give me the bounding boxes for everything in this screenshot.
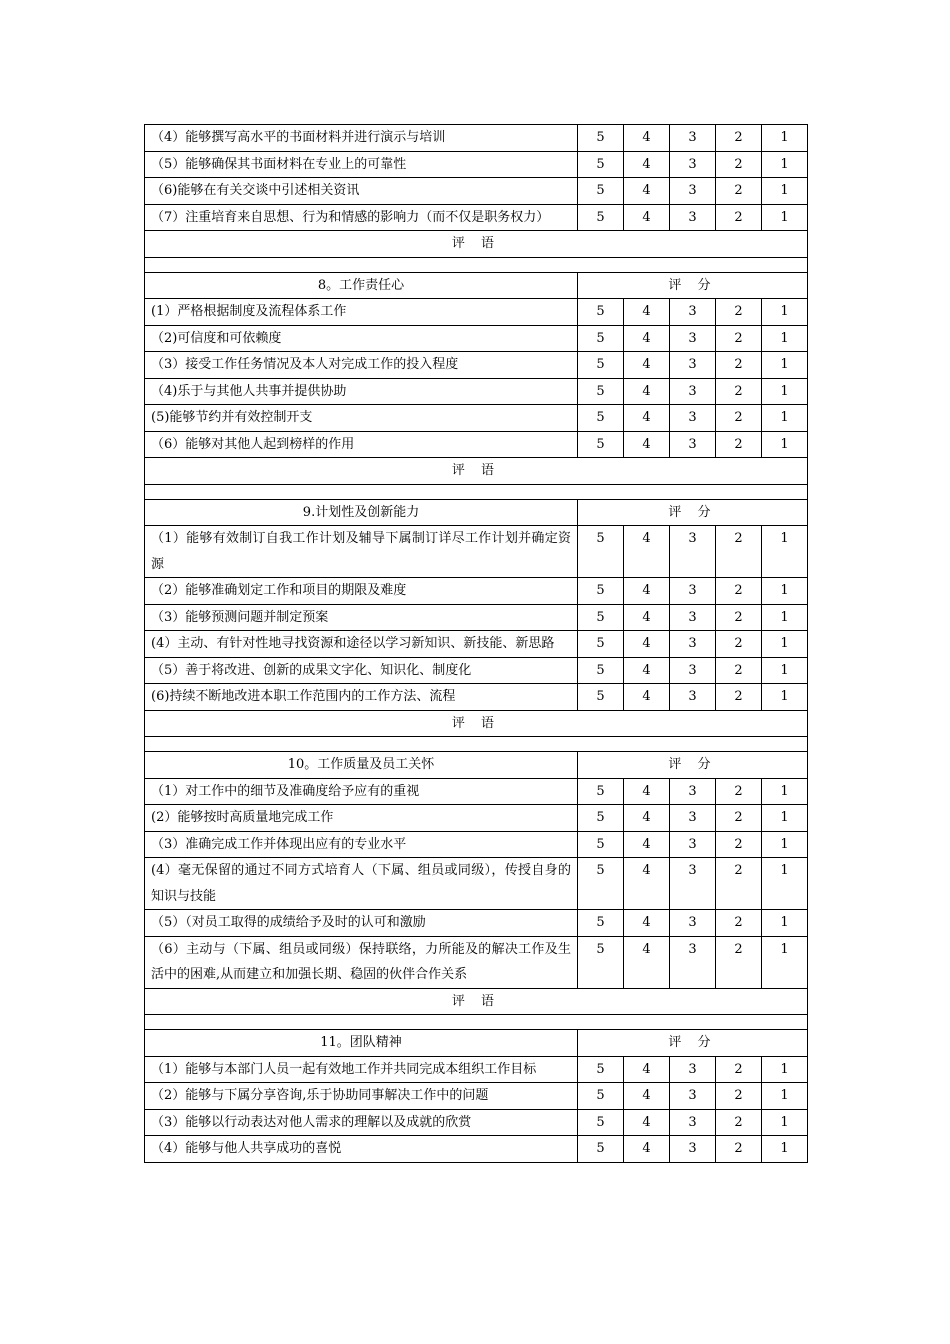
score-cell-3: 3 [670,1083,716,1110]
criterion-row [145,151,808,178]
score-cell-5: 5 [578,204,624,231]
section-title: 10。工作质量及员工关怀 [145,752,578,779]
score-cell-5: 5 [578,325,624,352]
score-cell-4: 4 [624,299,670,326]
criterion-text: (6)持续不断地改进本职工作范围内的工作方法、流程 [145,684,578,711]
remark-row [145,231,808,258]
remark-label: 评 语 [145,231,808,258]
score-cell-2: 2 [716,604,762,631]
remark-blank-cell [145,737,808,752]
section-header-row [145,499,808,526]
score-cell-2: 2 [716,1109,762,1136]
criterion-text: （2）能够准确划定工作和项目的期限及难度 [145,578,578,605]
score-cell-1: 1 [762,431,808,458]
score-cell-3: 3 [670,405,716,432]
score-cell-5: 5 [578,1109,624,1136]
score-cell-5: 5 [578,684,624,711]
score-cell-2: 2 [716,299,762,326]
score-cell-1: 1 [762,684,808,711]
score-header: 评 分 [578,499,808,526]
criterion-row [145,831,808,858]
criterion-text: (4）毫无保留的通过不同方式培育人（下属、组员或同级），传授自身的知识与技能 [145,858,578,910]
remark-blank-row [145,1015,808,1030]
criterion-text: (4）主动、有针对性地寻找资源和途径以学习新知识、新技能、新思路 [145,631,578,658]
criterion-text: （6)能够在有关交谈中引述相关资讯 [145,178,578,205]
score-cell-5: 5 [578,1083,624,1110]
score-cell-3: 3 [670,352,716,379]
score-cell-5: 5 [578,352,624,379]
score-cell-1: 1 [762,299,808,326]
score-cell-3: 3 [670,604,716,631]
remark-blank-cell [145,257,808,272]
score-cell-4: 4 [624,151,670,178]
remark-label: 评 语 [145,988,808,1015]
score-cell-4: 4 [624,684,670,711]
score-cell-5: 5 [578,431,624,458]
section-title: 8。工作责任心 [145,272,578,299]
score-cell-2: 2 [716,684,762,711]
score-cell-2: 2 [716,1136,762,1163]
score-cell-3: 3 [670,910,716,937]
criterion-text: （2）能够与下属分享咨询,乐于协助同事解决工作中的问题 [145,1083,578,1110]
score-cell-3: 3 [670,858,716,910]
criterion-text: （3）准确完成工作并体现出应有的专业水平 [145,831,578,858]
score-cell-3: 3 [670,526,716,578]
score-cell-1: 1 [762,805,808,832]
score-header: 评 分 [578,1030,808,1057]
score-cell-1: 1 [762,1056,808,1083]
criterion-row [145,805,808,832]
score-cell-1: 1 [762,657,808,684]
criterion-text: (1）严格根据制度及流程体系工作 [145,299,578,326]
score-cell-5: 5 [578,526,624,578]
score-cell-1: 1 [762,178,808,205]
criterion-row [145,631,808,658]
score-cell-2: 2 [716,378,762,405]
score-cell-4: 4 [624,778,670,805]
score-cell-4: 4 [624,178,670,205]
score-cell-3: 3 [670,578,716,605]
criterion-text: (2）能够按时高质量地完成工作 [145,805,578,832]
score-cell-4: 4 [624,1083,670,1110]
score-cell-2: 2 [716,858,762,910]
score-cell-3: 3 [670,151,716,178]
score-cell-4: 4 [624,936,670,988]
score-cell-5: 5 [578,125,624,152]
section-header-row [145,1030,808,1057]
score-cell-3: 3 [670,1136,716,1163]
score-cell-1: 1 [762,352,808,379]
criterion-row [145,526,808,578]
criterion-row [145,325,808,352]
score-cell-5: 5 [578,778,624,805]
criterion-row [145,578,808,605]
criterion-text: （4）能够与他人共享成功的喜悦 [145,1136,578,1163]
criterion-row [145,178,808,205]
score-cell-4: 4 [624,1056,670,1083]
score-cell-2: 2 [716,352,762,379]
score-cell-3: 3 [670,299,716,326]
criterion-text: （4)乐于与其他人共事并提供协助 [145,378,578,405]
criterion-text: （3）接受工作任务情况及本人对完成工作的投入程度 [145,352,578,379]
score-cell-4: 4 [624,431,670,458]
criterion-row [145,299,808,326]
criterion-text: （5）能够确保其书面材料在专业上的可靠性 [145,151,578,178]
score-cell-5: 5 [578,1136,624,1163]
criterion-text: （4）能够撰写高水平的书面材料并进行演示与培训 [145,125,578,152]
score-cell-4: 4 [624,657,670,684]
score-cell-2: 2 [716,151,762,178]
score-cell-1: 1 [762,578,808,605]
section-title: 9.计划性及创新能力 [145,499,578,526]
score-cell-3: 3 [670,684,716,711]
score-cell-3: 3 [670,936,716,988]
score-cell-3: 3 [670,204,716,231]
score-cell-4: 4 [624,378,670,405]
score-cell-3: 3 [670,431,716,458]
criterion-row [145,936,808,988]
evaluation-table [144,124,808,1163]
criterion-text: （5）善于将改进、创新的成果文字化、知识化、制度化 [145,657,578,684]
score-cell-2: 2 [716,178,762,205]
score-header: 评 分 [578,272,808,299]
criterion-text: (5)能够节约并有效控制开支 [145,405,578,432]
score-cell-4: 4 [624,325,670,352]
score-cell-2: 2 [716,405,762,432]
criterion-row [145,204,808,231]
score-cell-4: 4 [624,631,670,658]
score-cell-5: 5 [578,178,624,205]
score-cell-5: 5 [578,631,624,658]
score-cell-1: 1 [762,151,808,178]
remark-blank-row [145,484,808,499]
criterion-text: （6）能够对其他人起到榜样的作用 [145,431,578,458]
section-title: 11。团队精神 [145,1030,578,1057]
criterion-row [145,1056,808,1083]
criterion-row [145,910,808,937]
criterion-text: （2)可信度和可依赖度 [145,325,578,352]
remark-row [145,458,808,485]
score-cell-2: 2 [716,805,762,832]
score-cell-2: 2 [716,431,762,458]
score-cell-2: 2 [716,631,762,658]
score-cell-3: 3 [670,378,716,405]
score-cell-1: 1 [762,831,808,858]
remark-label: 评 语 [145,458,808,485]
criterion-text: （1）对工作中的细节及准确度给予应有的重视 [145,778,578,805]
remark-blank-cell [145,484,808,499]
score-cell-2: 2 [716,936,762,988]
score-cell-5: 5 [578,405,624,432]
score-cell-4: 4 [624,910,670,937]
score-cell-1: 1 [762,204,808,231]
score-cell-1: 1 [762,378,808,405]
score-cell-4: 4 [624,352,670,379]
score-cell-3: 3 [670,125,716,152]
score-cell-2: 2 [716,910,762,937]
criterion-text: （1）能够与本部门人员一起有效地工作并共同完成本组织工作目标 [145,1056,578,1083]
score-cell-3: 3 [670,831,716,858]
score-cell-1: 1 [762,405,808,432]
score-cell-4: 4 [624,204,670,231]
score-cell-2: 2 [716,325,762,352]
score-cell-2: 2 [716,778,762,805]
remark-blank-cell [145,1015,808,1030]
criterion-row [145,1109,808,1136]
score-cell-4: 4 [624,858,670,910]
score-cell-2: 2 [716,657,762,684]
score-cell-2: 2 [716,204,762,231]
score-cell-3: 3 [670,805,716,832]
score-cell-5: 5 [578,378,624,405]
score-cell-3: 3 [670,178,716,205]
score-cell-4: 4 [624,1109,670,1136]
score-cell-1: 1 [762,1109,808,1136]
criterion-row [145,378,808,405]
score-cell-1: 1 [762,325,808,352]
criterion-row [145,405,808,432]
criterion-row [145,858,808,910]
criterion-row [145,1136,808,1163]
score-cell-2: 2 [716,1056,762,1083]
criterion-text: （7）注重培育来自思想、行为和情感的影响力（而不仅是职务权力） [145,204,578,231]
score-cell-1: 1 [762,910,808,937]
score-cell-1: 1 [762,526,808,578]
criterion-row [145,657,808,684]
criterion-row [145,352,808,379]
score-cell-4: 4 [624,578,670,605]
criterion-text: （3）能够预测问题并制定预案 [145,604,578,631]
score-cell-4: 4 [624,526,670,578]
criterion-text: （1）能够有效制订自我工作计划及辅导下属制订详尽工作计划并确定资源 [145,526,578,578]
score-cell-3: 3 [670,657,716,684]
section-header-row [145,272,808,299]
score-cell-5: 5 [578,1056,624,1083]
score-header: 评 分 [578,752,808,779]
score-cell-5: 5 [578,299,624,326]
score-cell-1: 1 [762,1136,808,1163]
score-cell-1: 1 [762,778,808,805]
score-cell-1: 1 [762,631,808,658]
remark-row [145,710,808,737]
score-cell-5: 5 [578,858,624,910]
score-cell-5: 5 [578,578,624,605]
score-cell-1: 1 [762,1083,808,1110]
score-cell-5: 5 [578,936,624,988]
score-cell-4: 4 [624,604,670,631]
score-cell-2: 2 [716,1083,762,1110]
criterion-row [145,684,808,711]
score-cell-5: 5 [578,831,624,858]
criterion-text: （3）能够以行动表达对他人需求的理解以及成就的欣赏 [145,1109,578,1136]
score-cell-4: 4 [624,125,670,152]
score-cell-2: 2 [716,578,762,605]
score-cell-1: 1 [762,858,808,910]
score-cell-1: 1 [762,125,808,152]
score-cell-5: 5 [578,151,624,178]
score-cell-4: 4 [624,1136,670,1163]
score-cell-4: 4 [624,405,670,432]
section-header-row [145,752,808,779]
score-cell-4: 4 [624,831,670,858]
remark-blank-row [145,257,808,272]
score-cell-2: 2 [716,526,762,578]
criterion-row [145,125,808,152]
criterion-text: （6）主动与（下属、组员或同级）保持联络，力所能及的解决工作及生活中的困难,从而建立和加强长期、稳固的伙伴合作关系 [145,936,578,988]
score-cell-3: 3 [670,325,716,352]
score-cell-3: 3 [670,778,716,805]
score-cell-3: 3 [670,1056,716,1083]
score-cell-5: 5 [578,657,624,684]
score-cell-5: 5 [578,604,624,631]
criterion-row [145,604,808,631]
score-cell-2: 2 [716,125,762,152]
score-cell-3: 3 [670,1109,716,1136]
score-cell-1: 1 [762,936,808,988]
score-cell-4: 4 [624,805,670,832]
score-cell-1: 1 [762,604,808,631]
remark-blank-row [145,737,808,752]
criterion-row [145,1083,808,1110]
criterion-row [145,431,808,458]
score-cell-5: 5 [578,805,624,832]
criterion-row [145,778,808,805]
criterion-text: （5）（对员工取得的成绩给予及时的认可和激励 [145,910,578,937]
remark-label: 评 语 [145,710,808,737]
score-cell-2: 2 [716,831,762,858]
score-cell-5: 5 [578,910,624,937]
score-cell-3: 3 [670,631,716,658]
remark-row [145,988,808,1015]
